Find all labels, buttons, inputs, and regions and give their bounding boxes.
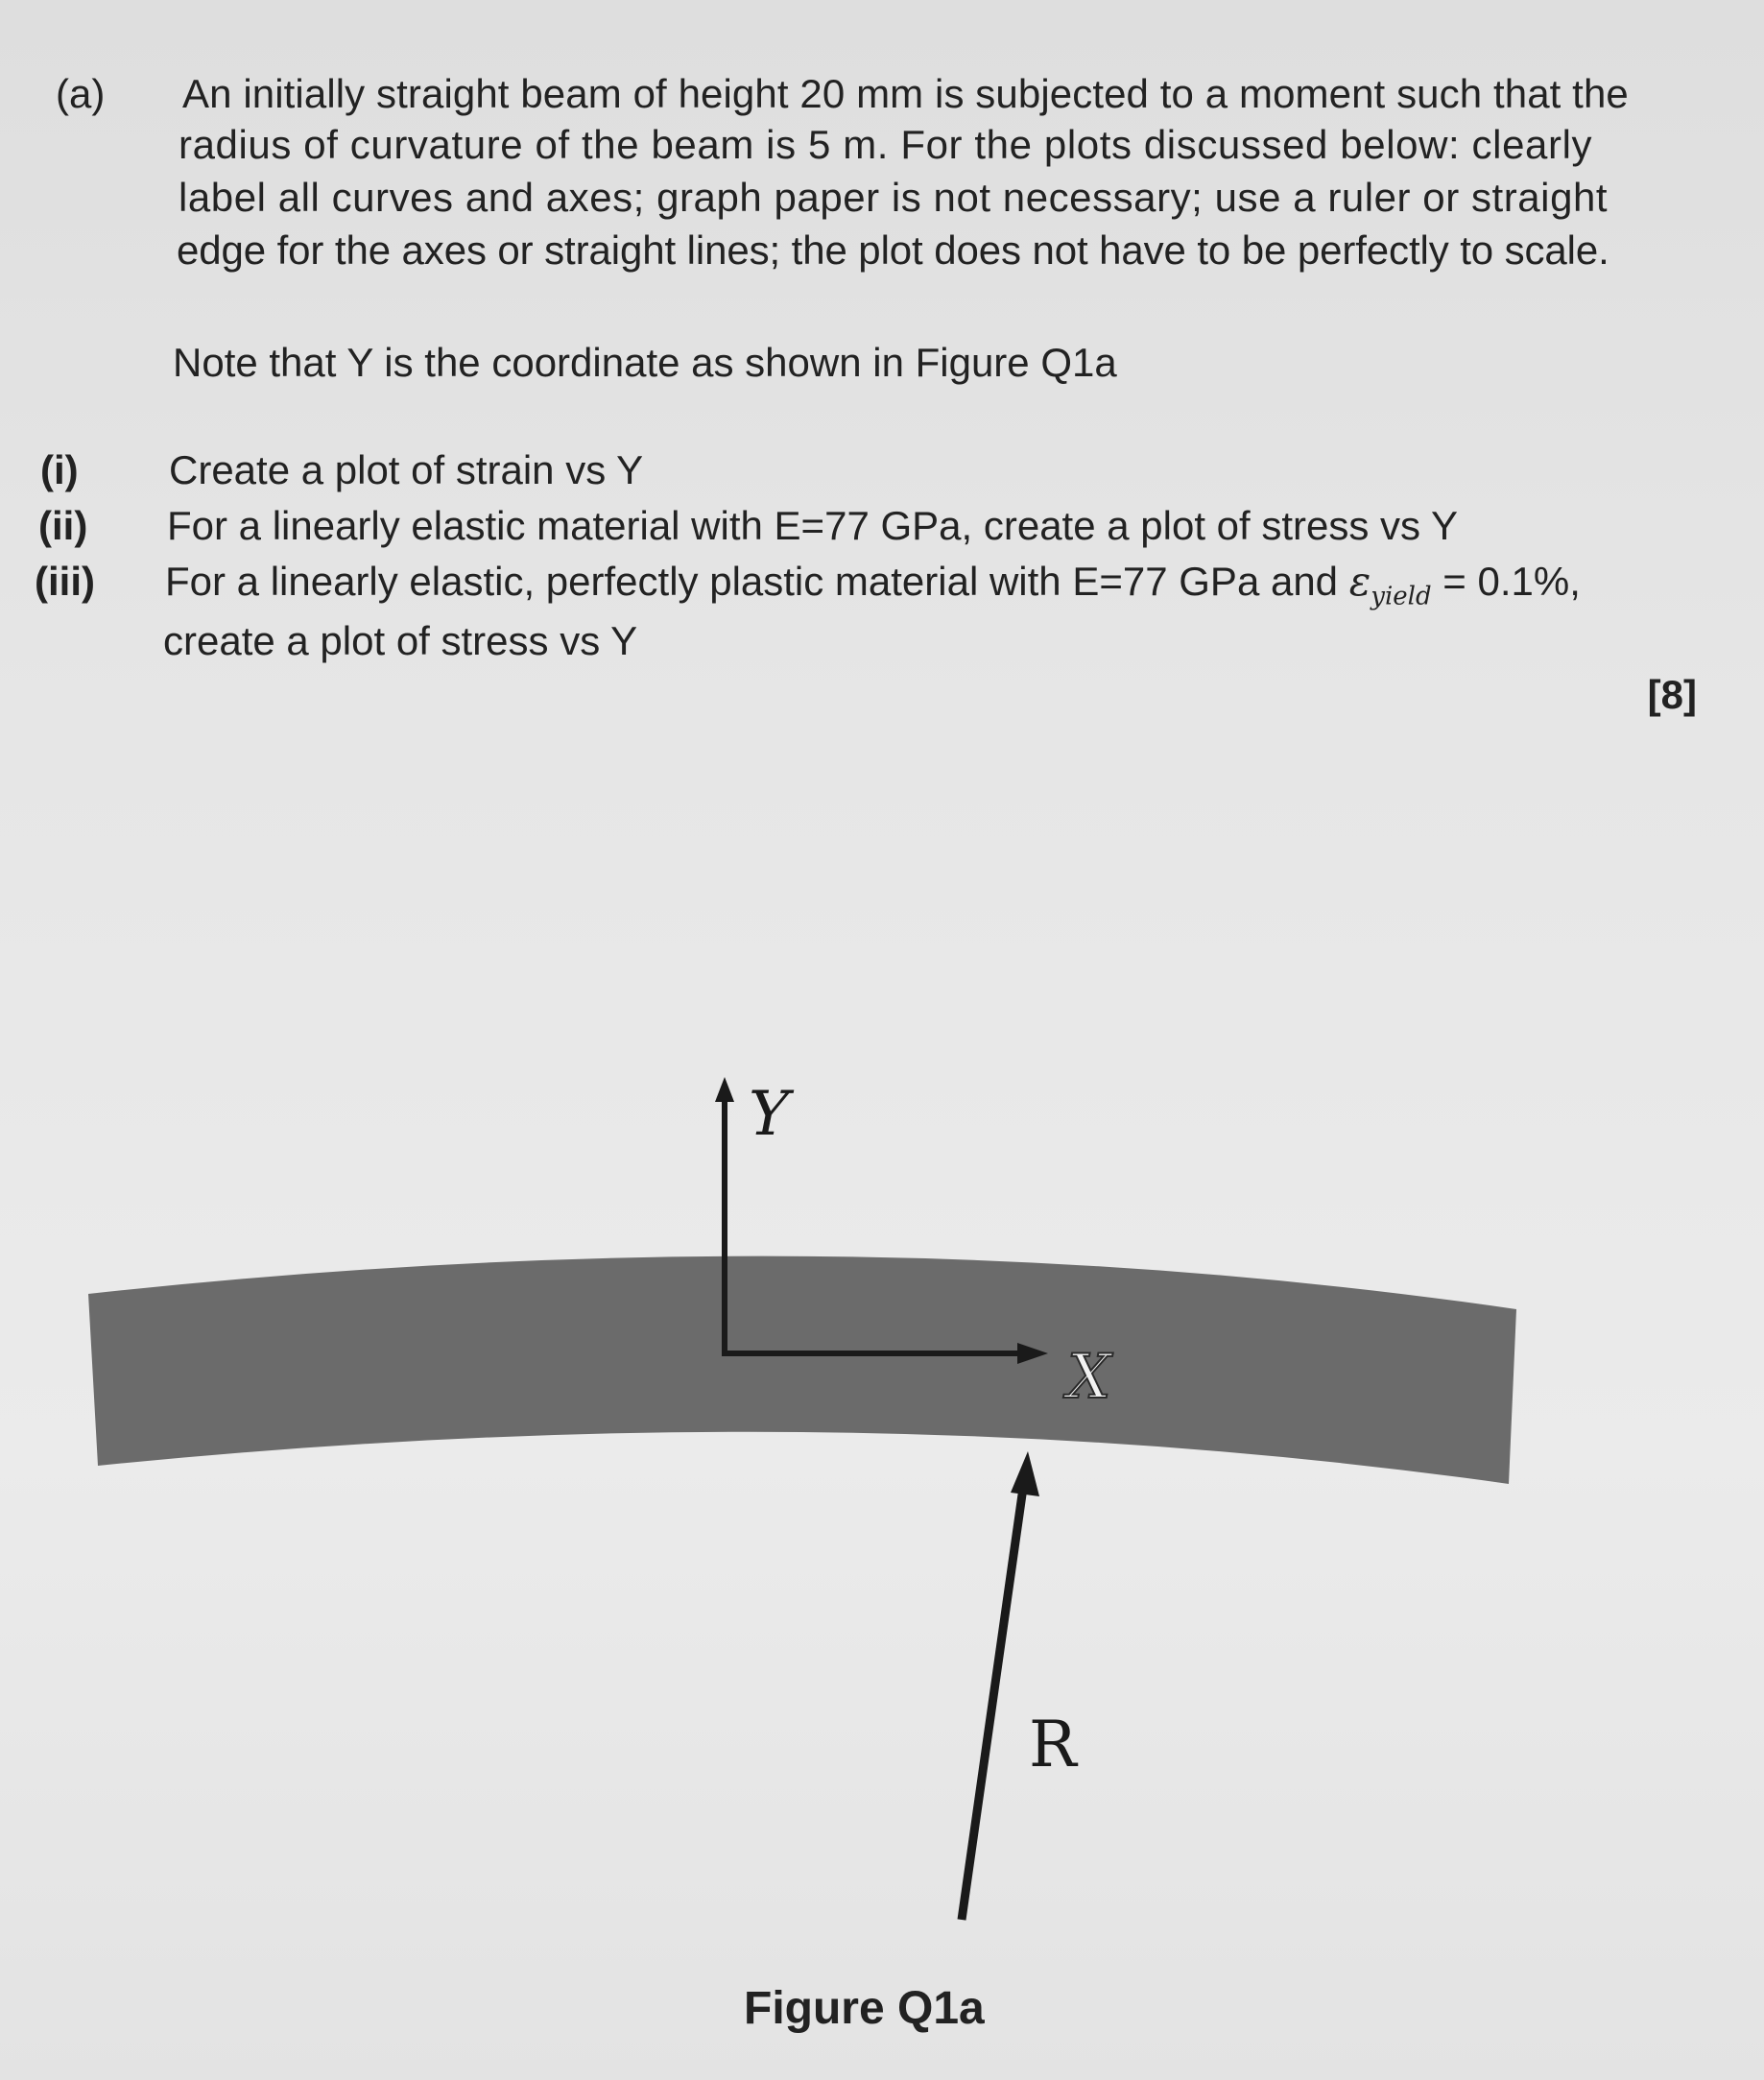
part-label-a: (a) [56,71,106,116]
intro-line-3: label all curves and axes; graph paper is not necessary; use a ruler or straight [179,175,1609,220]
item-text-iii-line2: create a plot of stress vs Y [163,618,638,663]
item-text-i: Create a plot of strain vs Y [169,447,644,492]
intro-line-2: radius of curvature of the beam is 5 m. For the plots discussed below: clearly [179,122,1593,167]
figure-caption: Figure Q1a [744,1983,985,2034]
epsilon-symbol: ε [1348,558,1371,605]
marks-label: [8] [1647,672,1697,717]
item-label-iii: (iii) [35,559,95,604]
item-text-ii: For a linearly elastic material with E=77 GPa, create a plot of stress vs Y [167,503,1458,548]
r-radius-arrow [962,1451,1039,1920]
y-axis-label: Y [749,1079,790,1150]
intro-line-1: An initially straight beam of height 20 mm is subjected to a moment such that the [182,71,1629,116]
x-axis-label: X [1067,1342,1111,1413]
item-label-ii: (ii) [38,503,88,548]
item-label-i: (i) [40,447,79,492]
item-text-iii-before: For a linearly elastic, perfectly plastic material with E=77 GPa and [165,559,1339,604]
note-text: Note that Y is the coordinate as shown in Figure Q1a [173,340,1117,385]
epsilon-subscript: yield [1371,582,1432,611]
r-label: R [1029,1708,1077,1781]
item-text-iii-after: = 0.1%, [1442,559,1581,604]
intro-line-4: edge for the axes or straight lines; the plot does not have to be perfectly to scale. [177,227,1609,273]
curved-beam [88,1256,1516,1484]
